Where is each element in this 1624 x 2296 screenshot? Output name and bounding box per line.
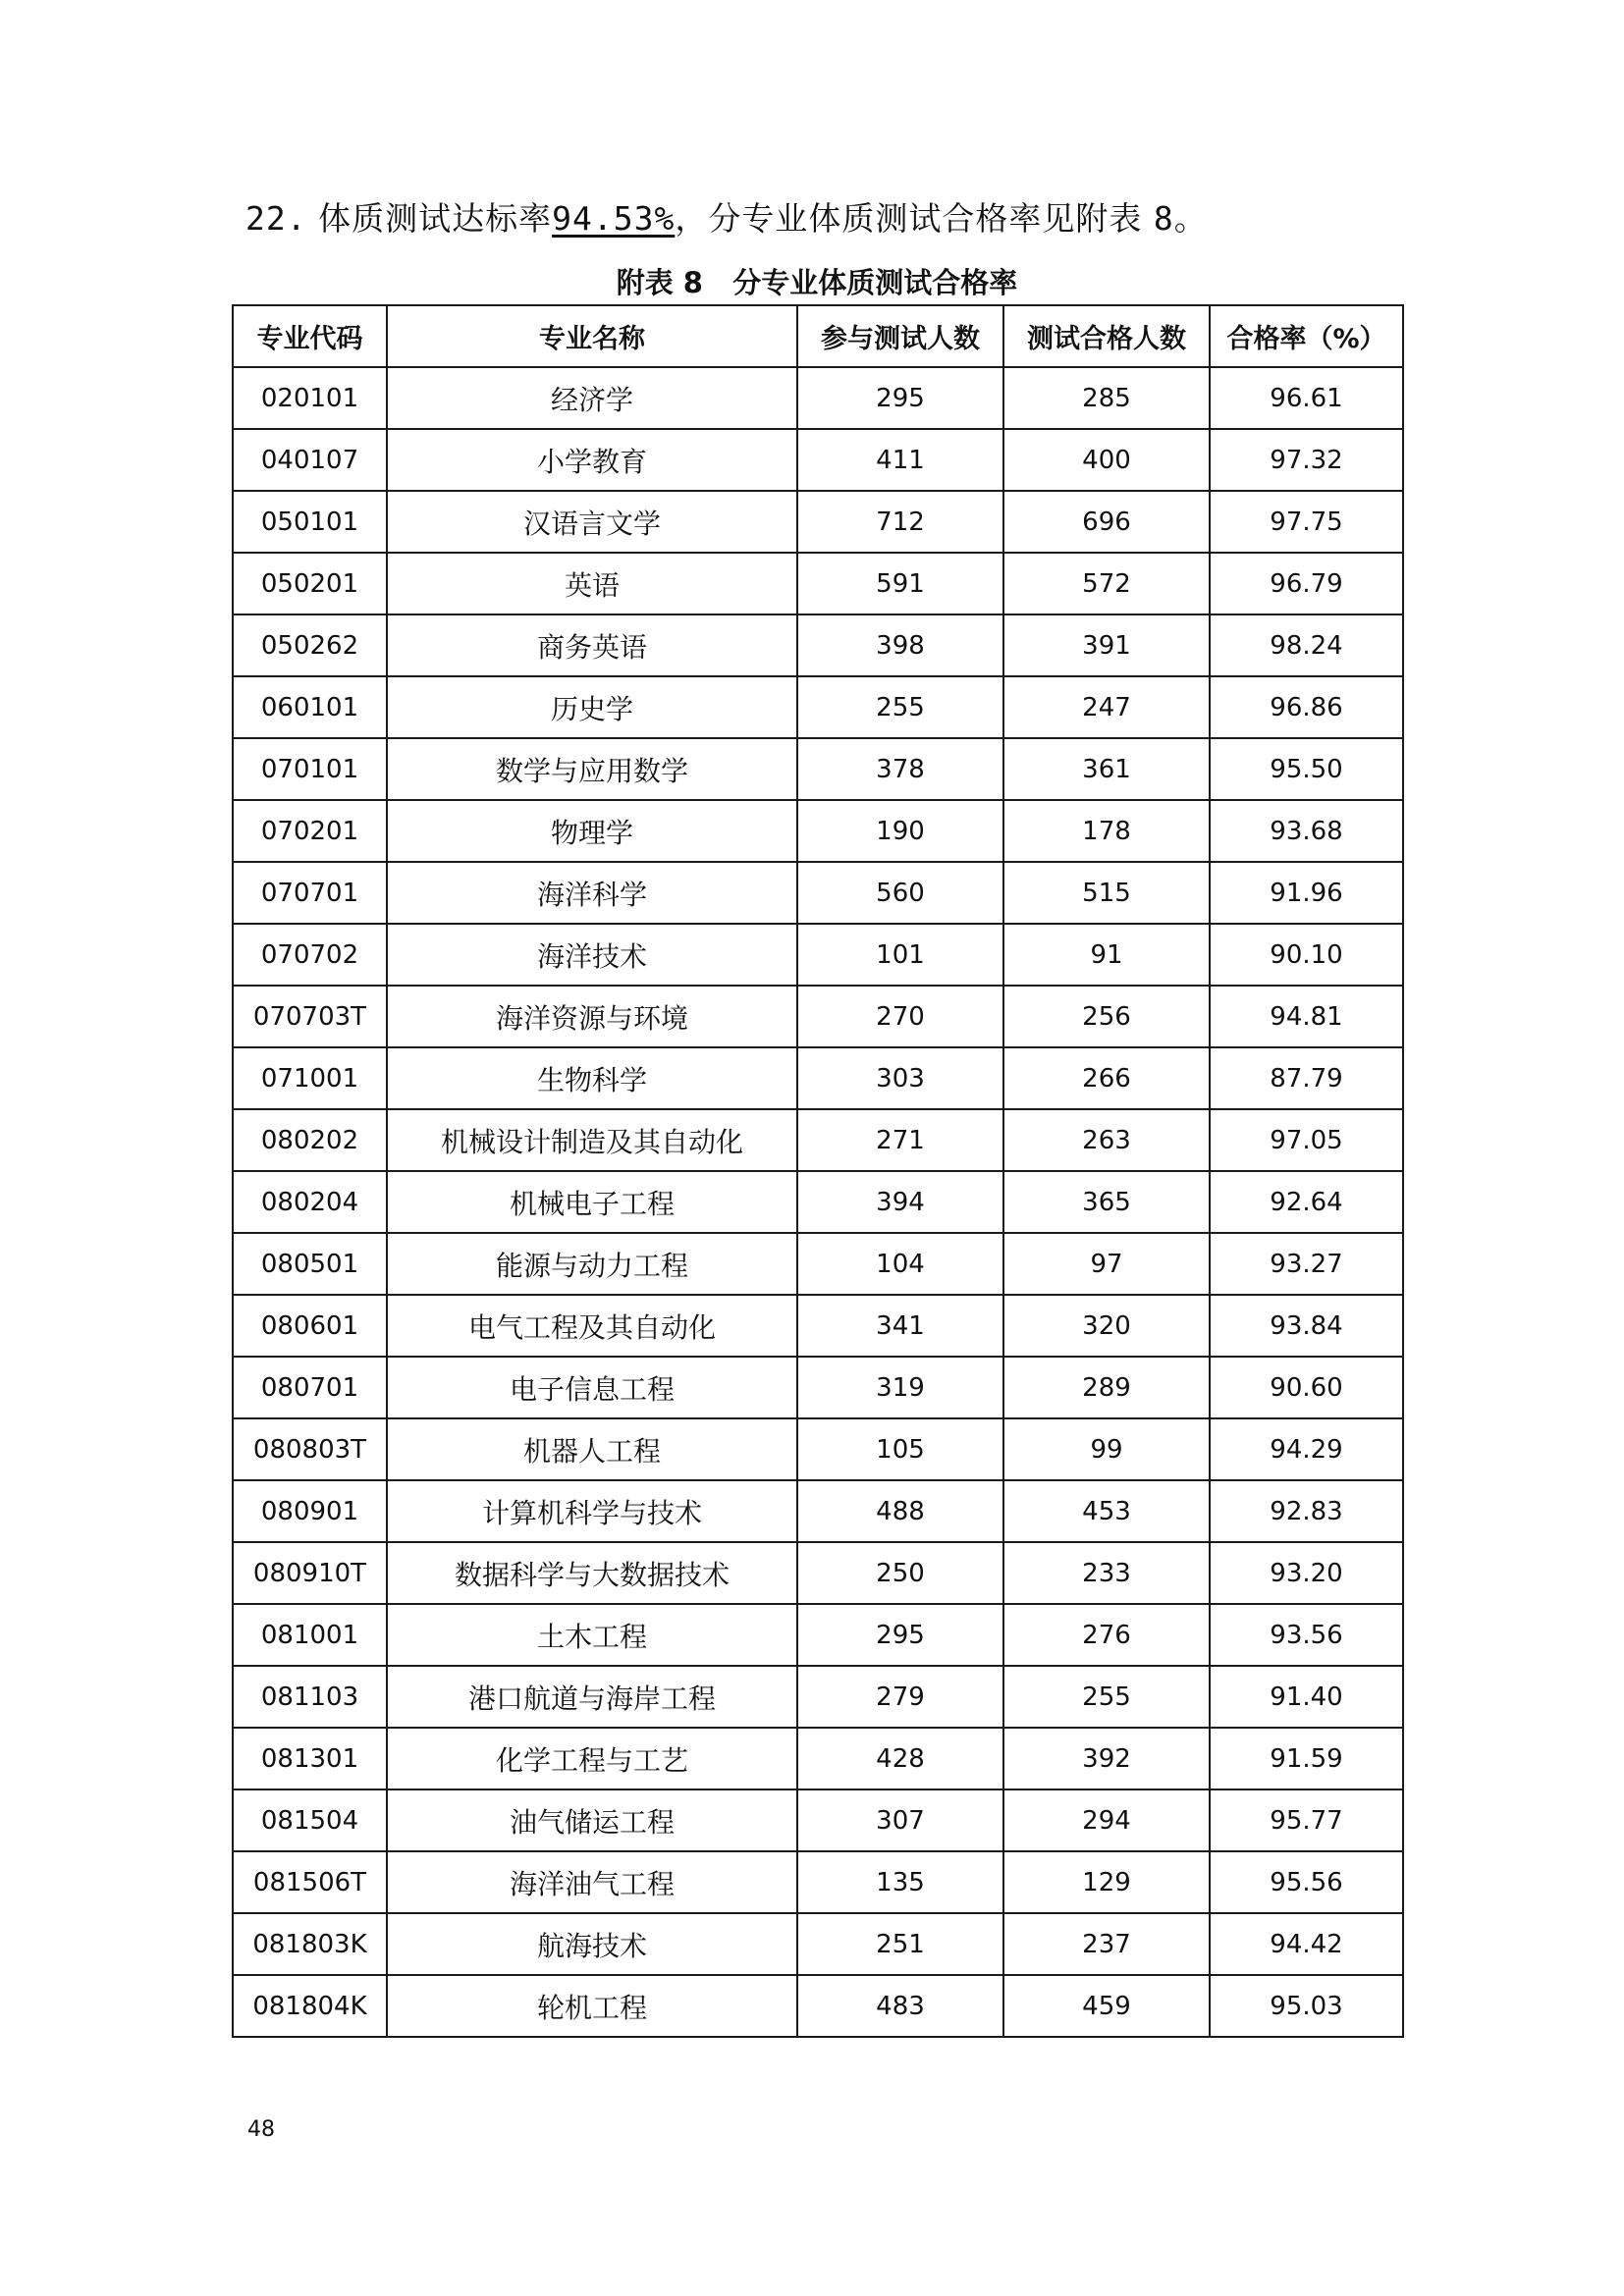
cell-major-code: 081803K (233, 1913, 387, 1975)
cell-pass-rate: 94.81 (1210, 986, 1403, 1047)
table-row (233, 676, 1403, 738)
cell-major-name: 计算机科学与技术 (387, 1480, 797, 1542)
cell-major-name: 小学教育 (387, 429, 797, 491)
cell-passed-count: 361 (1003, 738, 1210, 800)
cell-tested-count: 295 (797, 1604, 1003, 1666)
cell-tested-count: 411 (797, 429, 1003, 491)
cell-passed-count: 276 (1003, 1604, 1210, 1666)
cell-major-name: 商务英语 (387, 614, 797, 676)
cell-pass-rate: 93.56 (1210, 1604, 1403, 1666)
cell-passed-count: 392 (1003, 1728, 1210, 1789)
cell-tested-count: 319 (797, 1357, 1003, 1418)
cell-pass-rate: 96.79 (1210, 553, 1403, 614)
cell-passed-count: 400 (1003, 429, 1210, 491)
intro-paragraph (245, 196, 1208, 241)
table-row (233, 1975, 1403, 2037)
cell-major-code: 080204 (233, 1171, 387, 1233)
cell-major-name: 历史学 (387, 676, 797, 738)
cell-major-name: 生物科学 (387, 1047, 797, 1109)
cell-major-code: 081103 (233, 1666, 387, 1728)
cell-major-code: 070201 (233, 800, 387, 862)
cell-major-name: 数据科学与大数据技术 (387, 1542, 797, 1604)
table-row (233, 1851, 1403, 1913)
cell-major-code: 070702 (233, 924, 387, 986)
cell-tested-count: 105 (797, 1418, 1003, 1480)
table-row (233, 924, 1403, 986)
cell-pass-rate: 95.03 (1210, 1975, 1403, 2037)
cell-major-name: 数学与应用数学 (387, 738, 797, 800)
cell-major-code: 080501 (233, 1233, 387, 1295)
cell-major-name: 轮机工程 (387, 1975, 797, 2037)
header-major-name: 专业名称 (387, 305, 797, 367)
intro-middle: ，分专业体质测试合格率见附表 (675, 199, 1143, 238)
cell-tested-count: 104 (797, 1233, 1003, 1295)
cell-major-code: 080701 (233, 1357, 387, 1418)
cell-tested-count: 251 (797, 1913, 1003, 1975)
cell-major-name: 港口航道与海岸工程 (387, 1666, 797, 1728)
cell-tested-count: 271 (797, 1109, 1003, 1171)
cell-passed-count: 237 (1003, 1913, 1210, 1975)
table-row (233, 862, 1403, 924)
cell-passed-count: 129 (1003, 1851, 1210, 1913)
cell-major-name: 海洋科学 (387, 862, 797, 924)
cell-passed-count: 320 (1003, 1295, 1210, 1357)
cell-pass-rate: 92.83 (1210, 1480, 1403, 1542)
cell-major-code: 071001 (233, 1047, 387, 1109)
cell-major-code: 020101 (233, 367, 387, 429)
table-row (233, 800, 1403, 862)
table-row (233, 429, 1403, 491)
intro-table-ref: 8 (1153, 199, 1174, 238)
cell-major-name: 油气储运工程 (387, 1789, 797, 1851)
cell-tested-count: 101 (797, 924, 1003, 986)
cell-tested-count: 307 (797, 1789, 1003, 1851)
cell-major-name: 英语 (387, 553, 797, 614)
intro-prefix: 体质测试达标率 (318, 199, 553, 238)
cell-major-name: 海洋资源与环境 (387, 986, 797, 1047)
cell-major-code: 081506T (233, 1851, 387, 1913)
cell-tested-count: 250 (797, 1542, 1003, 1604)
cell-tested-count: 255 (797, 676, 1003, 738)
table-row (233, 1728, 1403, 1789)
cell-passed-count: 294 (1003, 1789, 1210, 1851)
cell-passed-count: 178 (1003, 800, 1210, 862)
cell-pass-rate: 95.77 (1210, 1789, 1403, 1851)
cell-major-name: 海洋油气工程 (387, 1851, 797, 1913)
cell-major-code: 081301 (233, 1728, 387, 1789)
intro-rate: 94.53% (552, 199, 676, 238)
table-row (233, 1109, 1403, 1171)
cell-passed-count: 266 (1003, 1047, 1210, 1109)
cell-major-code: 070701 (233, 862, 387, 924)
cell-tested-count: 712 (797, 491, 1003, 553)
cell-major-name: 海洋技术 (387, 924, 797, 986)
header-pass-rate: 合格率（%） (1210, 305, 1403, 367)
cell-passed-count: 572 (1003, 553, 1210, 614)
cell-pass-rate: 91.96 (1210, 862, 1403, 924)
cell-pass-rate: 91.59 (1210, 1728, 1403, 1789)
table-row (233, 1480, 1403, 1542)
cell-major-name: 电子信息工程 (387, 1357, 797, 1418)
cell-pass-rate: 92.64 (1210, 1171, 1403, 1233)
header-major-code: 专业代码 (233, 305, 387, 367)
table-row (233, 1604, 1403, 1666)
cell-major-code: 070703T (233, 986, 387, 1047)
cell-pass-rate: 97.32 (1210, 429, 1403, 491)
cell-pass-rate: 94.42 (1210, 1913, 1403, 1975)
cell-passed-count: 285 (1003, 367, 1210, 429)
table-row (233, 738, 1403, 800)
cell-major-name: 土木工程 (387, 1604, 797, 1666)
cell-passed-count: 696 (1003, 491, 1210, 553)
cell-passed-count: 91 (1003, 924, 1210, 986)
cell-tested-count: 341 (797, 1295, 1003, 1357)
cell-pass-rate: 95.56 (1210, 1851, 1403, 1913)
cell-major-code: 080601 (233, 1295, 387, 1357)
cell-major-code: 050101 (233, 491, 387, 553)
cell-major-name: 航海技术 (387, 1913, 797, 1975)
cell-tested-count: 303 (797, 1047, 1003, 1109)
intro-suffix: 。 (1173, 199, 1208, 238)
cell-pass-rate: 87.79 (1210, 1047, 1403, 1109)
cell-pass-rate: 96.61 (1210, 367, 1403, 429)
cell-passed-count: 99 (1003, 1418, 1210, 1480)
cell-major-code: 060101 (233, 676, 387, 738)
table-body (233, 367, 1403, 2037)
table-row (233, 986, 1403, 1047)
table-row (233, 553, 1403, 614)
cell-pass-rate: 95.50 (1210, 738, 1403, 800)
cell-passed-count: 289 (1003, 1357, 1210, 1418)
cell-major-code: 050262 (233, 614, 387, 676)
cell-tested-count: 488 (797, 1480, 1003, 1542)
cell-tested-count: 270 (797, 986, 1003, 1047)
cell-major-name: 化学工程与工艺 (387, 1728, 797, 1789)
cell-major-code: 080803T (233, 1418, 387, 1480)
table-row (233, 1357, 1403, 1418)
cell-pass-rate: 97.75 (1210, 491, 1403, 553)
table-row (233, 1913, 1403, 1975)
cell-tested-count: 591 (797, 553, 1003, 614)
cell-major-code: 080202 (233, 1109, 387, 1171)
cell-pass-rate: 93.84 (1210, 1295, 1403, 1357)
cell-major-name: 能源与动力工程 (387, 1233, 797, 1295)
cell-major-code: 070101 (233, 738, 387, 800)
cell-tested-count: 190 (797, 800, 1003, 862)
major-fitness-table (232, 304, 1404, 2038)
table-row (233, 1233, 1403, 1295)
page-number: 48 (247, 2117, 275, 2142)
table-caption (232, 261, 1402, 304)
cell-major-code: 040107 (233, 429, 387, 491)
cell-pass-rate: 93.20 (1210, 1542, 1403, 1604)
cell-tested-count: 135 (797, 1851, 1003, 1913)
table-row (233, 491, 1403, 553)
cell-tested-count: 378 (797, 738, 1003, 800)
cell-tested-count: 295 (797, 367, 1003, 429)
cell-major-name: 经济学 (387, 367, 797, 429)
cell-pass-rate: 98.24 (1210, 614, 1403, 676)
cell-major-code: 081804K (233, 1975, 387, 2037)
cell-major-name: 电气工程及其自动化 (387, 1295, 797, 1357)
cell-pass-rate: 96.86 (1210, 676, 1403, 738)
cell-passed-count: 247 (1003, 676, 1210, 738)
cell-major-code: 081001 (233, 1604, 387, 1666)
cell-major-name: 汉语言文学 (387, 491, 797, 553)
cell-pass-rate: 93.68 (1210, 800, 1403, 862)
table-row (233, 1542, 1403, 1604)
cell-major-name: 机器人工程 (387, 1418, 797, 1480)
header-tested-count: 参与测试人数 (797, 305, 1003, 367)
cell-pass-rate: 90.10 (1210, 924, 1403, 986)
cell-tested-count: 394 (797, 1171, 1003, 1233)
table-row (233, 1295, 1403, 1357)
cell-major-code: 080910T (233, 1542, 387, 1604)
cell-tested-count: 428 (797, 1728, 1003, 1789)
cell-major-name: 机械设计制造及其自动化 (387, 1109, 797, 1171)
cell-passed-count: 459 (1003, 1975, 1210, 2037)
table-row (233, 1047, 1403, 1109)
cell-tested-count: 560 (797, 862, 1003, 924)
cell-passed-count: 263 (1003, 1109, 1210, 1171)
table-row (233, 1418, 1403, 1480)
cell-pass-rate: 93.27 (1210, 1233, 1403, 1295)
cell-pass-rate: 94.29 (1210, 1418, 1403, 1480)
table-row (233, 1171, 1403, 1233)
cell-passed-count: 256 (1003, 986, 1210, 1047)
cell-passed-count: 233 (1003, 1542, 1210, 1604)
table-row (233, 614, 1403, 676)
cell-major-code: 081504 (233, 1789, 387, 1851)
header-passed-count: 测试合格人数 (1003, 305, 1210, 367)
table-row (233, 367, 1403, 429)
cell-pass-rate: 97.05 (1210, 1109, 1403, 1171)
cell-passed-count: 453 (1003, 1480, 1210, 1542)
cell-pass-rate: 90.60 (1210, 1357, 1403, 1418)
cell-tested-count: 483 (797, 1975, 1003, 2037)
table-row (233, 1789, 1403, 1851)
cell-passed-count: 515 (1003, 862, 1210, 924)
cell-major-code: 080901 (233, 1480, 387, 1542)
table-row (233, 1666, 1403, 1728)
table-caption-label: 附表 8 (616, 266, 703, 299)
intro-index: 22. (245, 199, 307, 238)
table-header-row (233, 305, 1403, 367)
cell-major-name: 物理学 (387, 800, 797, 862)
cell-major-code: 050201 (233, 553, 387, 614)
cell-passed-count: 97 (1003, 1233, 1210, 1295)
table-caption-title: 分专业体质测试合格率 (732, 266, 1018, 299)
cell-major-name: 机械电子工程 (387, 1171, 797, 1233)
cell-pass-rate: 91.40 (1210, 1666, 1403, 1728)
cell-passed-count: 365 (1003, 1171, 1210, 1233)
cell-passed-count: 255 (1003, 1666, 1210, 1728)
cell-tested-count: 398 (797, 614, 1003, 676)
cell-tested-count: 279 (797, 1666, 1003, 1728)
cell-passed-count: 391 (1003, 614, 1210, 676)
